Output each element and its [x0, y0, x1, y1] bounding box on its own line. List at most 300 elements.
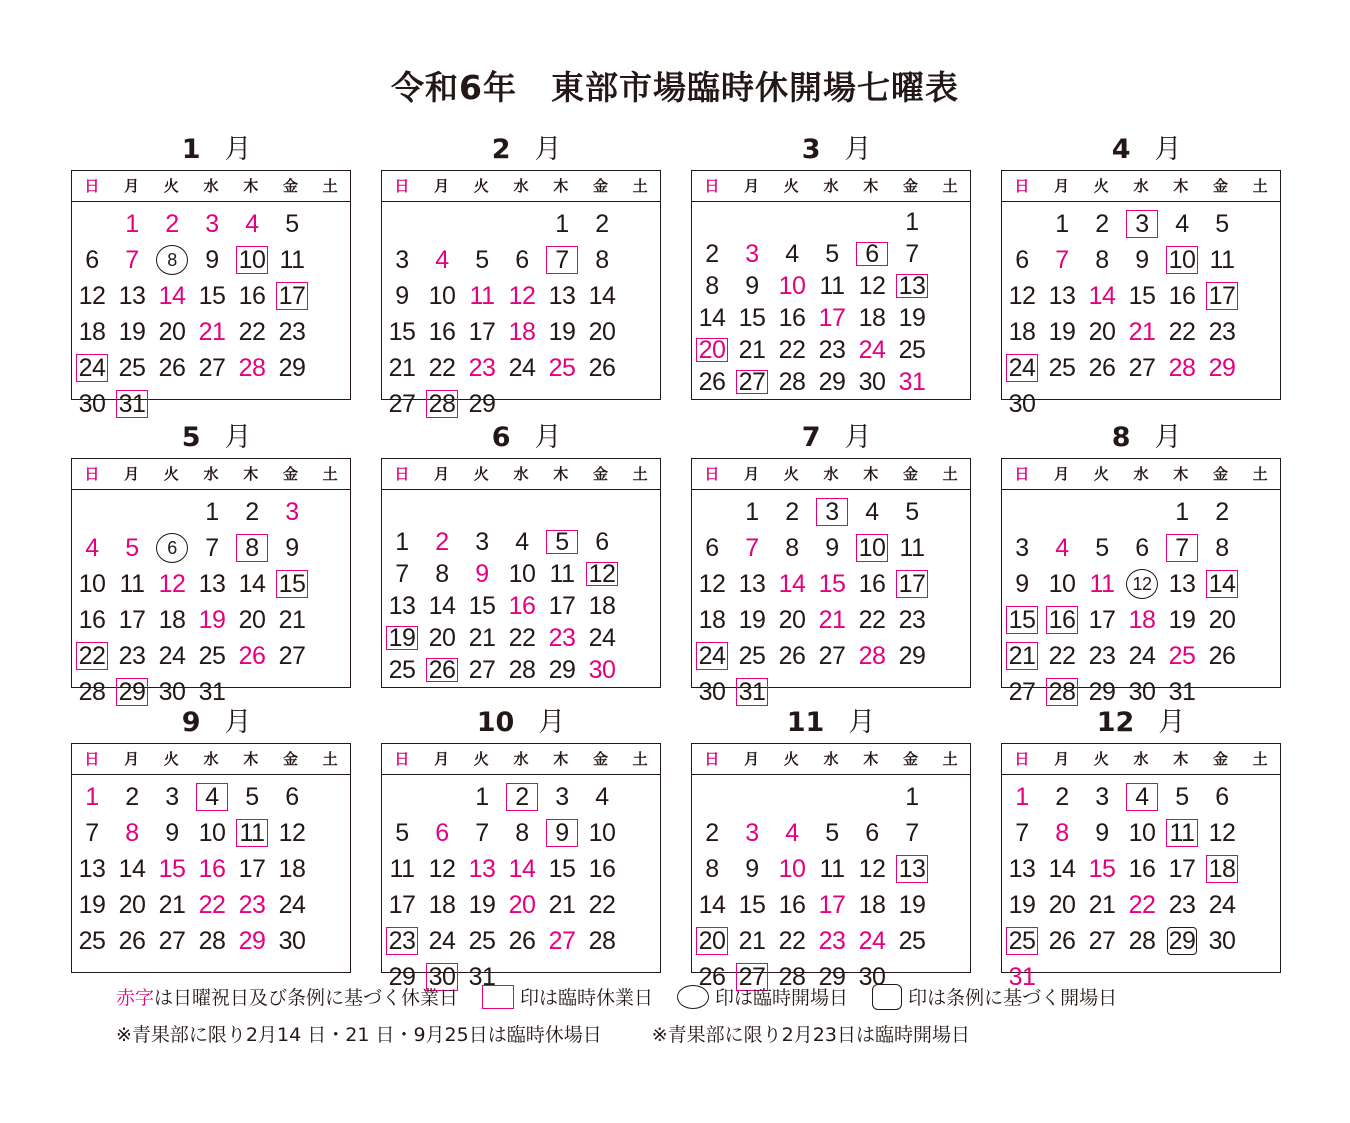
day-cell	[152, 350, 192, 386]
day-cell	[852, 366, 892, 398]
month-number: 1	[181, 134, 201, 165]
day-number: 25	[1048, 353, 1076, 382]
day-number: 8	[785, 533, 799, 562]
month-4	[1001, 130, 1281, 418]
day-number: 9	[165, 818, 179, 847]
month-heading	[691, 130, 971, 170]
day-cell	[692, 851, 732, 887]
month-heading	[71, 418, 351, 458]
day-cell	[192, 206, 232, 242]
day-number: 6	[865, 239, 879, 268]
month-number: 7	[801, 422, 821, 453]
day-number: 9	[825, 533, 839, 562]
day-cell	[892, 851, 932, 887]
day-number: 10	[508, 559, 536, 588]
day-cell	[502, 923, 542, 959]
day-cell	[892, 238, 932, 270]
day-cell	[422, 386, 462, 422]
day-cell	[462, 815, 502, 851]
weekday-label: 火	[473, 465, 489, 483]
weekday-label: 水	[203, 177, 219, 195]
day-number: 25	[898, 335, 926, 364]
month-word: 月	[844, 134, 872, 165]
day-number: 3	[285, 497, 299, 526]
day-cell	[812, 270, 852, 302]
day-cell	[232, 779, 272, 815]
day-cell	[1122, 638, 1162, 674]
day-number: 5	[245, 782, 259, 811]
day-cell	[382, 622, 422, 654]
day-cell	[772, 815, 812, 851]
day-number: 18	[428, 890, 456, 919]
day-cell	[112, 242, 152, 278]
day-number: 30	[858, 962, 886, 991]
day-number: 23	[118, 641, 146, 670]
day-number: 18	[1208, 854, 1236, 883]
day-cell	[232, 638, 272, 674]
day-cell	[72, 923, 112, 959]
day-number: 2	[165, 209, 179, 238]
day-cell	[1082, 602, 1122, 638]
day-cell	[1122, 242, 1162, 278]
day-number: 17	[548, 591, 576, 620]
day-cell	[232, 923, 272, 959]
day-cell	[272, 602, 312, 638]
day-cell	[1042, 779, 1082, 815]
day-cell	[732, 638, 772, 674]
day-number: 4	[865, 497, 879, 526]
day-number: 22	[428, 353, 456, 382]
day-cell	[1002, 887, 1042, 923]
day-number: 19	[118, 317, 146, 346]
day-number: 28	[778, 962, 806, 991]
day-number: 5	[475, 245, 489, 274]
day-cell	[192, 815, 232, 851]
day-number: 25	[548, 353, 576, 382]
day-cell	[422, 590, 462, 622]
day-cell	[542, 314, 582, 350]
day-number: 8	[435, 559, 449, 588]
day-cell	[112, 851, 152, 887]
day-number: 18	[1008, 317, 1036, 346]
day-number: 24	[1128, 641, 1156, 670]
day-number: 15	[1088, 854, 1116, 883]
day-cell	[542, 278, 582, 314]
day-cell	[462, 386, 502, 422]
day-cell	[542, 350, 582, 386]
weekday-label: 水	[1133, 750, 1149, 768]
day-number: 15	[818, 569, 846, 598]
day-cell	[272, 278, 312, 314]
day-number: 31	[898, 367, 926, 396]
day-number: 3	[205, 209, 219, 238]
day-number: 9	[1095, 818, 1109, 847]
day-cell	[502, 887, 542, 923]
day-number: 8	[595, 245, 609, 274]
day-number: 27	[548, 926, 576, 955]
day-cell	[1042, 851, 1082, 887]
empty-cell	[502, 206, 542, 242]
day-cell	[272, 851, 312, 887]
day-number: 7	[395, 559, 409, 588]
day-number: 7	[475, 818, 489, 847]
day-number: 28	[1168, 353, 1196, 382]
day-cell	[152, 815, 192, 851]
month-table	[691, 170, 971, 400]
day-cell	[462, 350, 502, 386]
day-number: 21	[468, 623, 496, 652]
day-number: 2	[705, 239, 719, 268]
day-cell	[852, 270, 892, 302]
day-cell	[732, 366, 772, 398]
weekday-label: 水	[1133, 465, 1149, 483]
day-cells	[1002, 202, 1280, 422]
weekday-header	[1002, 744, 1280, 775]
weekday-label: 金	[902, 465, 918, 483]
weekday-label: 土	[942, 750, 958, 768]
day-cell	[72, 887, 112, 923]
day-number: 9	[475, 559, 489, 588]
day-number: 6	[705, 533, 719, 562]
empty-cell	[692, 206, 732, 238]
day-number: 5	[285, 209, 299, 238]
weekday-label: 木	[1173, 177, 1189, 195]
day-cell	[422, 314, 462, 350]
weekday-label: 金	[592, 750, 608, 768]
day-number: 13	[898, 854, 926, 883]
day-cell	[1202, 242, 1242, 278]
day-number: 11	[1209, 245, 1235, 274]
day-number: 3	[1135, 209, 1149, 238]
day-number: 28	[1048, 677, 1076, 706]
weekday-header	[72, 744, 350, 775]
day-number: 22	[78, 641, 106, 670]
day-cell	[852, 334, 892, 366]
day-number: 16	[1128, 854, 1156, 883]
day-number: 16	[198, 854, 226, 883]
month-word: 月	[538, 707, 566, 738]
day-cell	[582, 314, 622, 350]
weekday-label: 日	[84, 177, 100, 195]
day-cell	[1082, 278, 1122, 314]
day-number: 11	[549, 559, 575, 588]
day-cell	[422, 923, 462, 959]
day-cell	[382, 558, 422, 590]
weekday-label: 月	[124, 465, 140, 483]
day-number: 16	[428, 317, 456, 346]
day-cell	[1082, 815, 1122, 851]
day-number: 28	[198, 926, 226, 955]
day-cell	[772, 638, 812, 674]
day-number: 24	[428, 926, 456, 955]
day-number: 21	[158, 890, 186, 919]
day-number: 28	[508, 655, 536, 684]
day-cell	[1122, 815, 1162, 851]
day-cell	[112, 530, 152, 566]
day-cell	[232, 278, 272, 314]
day-number: 13	[1048, 281, 1076, 310]
day-cells	[382, 202, 660, 422]
day-number: 16	[858, 569, 886, 598]
day-cell	[152, 638, 192, 674]
day-cell	[272, 206, 312, 242]
day-cell	[502, 851, 542, 887]
day-number: 26	[238, 641, 266, 670]
day-cell	[542, 923, 582, 959]
month-heading	[71, 703, 351, 743]
day-cell	[1082, 530, 1122, 566]
pink-square-icon	[482, 985, 514, 1009]
day-number: 30	[1128, 677, 1156, 706]
empty-cell	[772, 206, 812, 238]
day-number: 2	[785, 497, 799, 526]
day-cell	[772, 851, 812, 887]
day-number: 29	[388, 962, 416, 991]
day-number: 3	[825, 497, 839, 526]
month-word: 月	[224, 422, 252, 453]
day-cell	[232, 350, 272, 386]
month-table	[691, 743, 971, 991]
empty-cell	[732, 206, 772, 238]
weekday-label: 日	[394, 750, 410, 768]
day-number: 27	[738, 367, 766, 396]
weekday-label: 木	[863, 750, 879, 768]
day-number: 14	[1088, 281, 1116, 310]
day-cell	[772, 566, 812, 602]
day-number: 13	[118, 281, 146, 310]
weekday-label: 木	[863, 465, 879, 483]
month-5	[71, 418, 351, 706]
day-cell	[232, 530, 272, 566]
day-number: 16	[78, 605, 106, 634]
day-cell	[502, 779, 542, 815]
day-number: 21	[278, 605, 306, 634]
day-cell	[1082, 350, 1122, 386]
day-number: 16	[1168, 281, 1196, 310]
day-number: 10	[1128, 818, 1156, 847]
day-cell	[192, 566, 232, 602]
day-cell	[72, 638, 112, 674]
day-number: 6	[1135, 533, 1149, 562]
weekday-label: 土	[1252, 177, 1268, 195]
day-cell	[892, 566, 932, 602]
weekday-label: 土	[942, 465, 958, 483]
day-cell	[112, 566, 152, 602]
day-number: 1	[555, 209, 569, 238]
day-number: 8	[705, 271, 719, 300]
day-cell	[732, 270, 772, 302]
weekday-label: 土	[322, 465, 338, 483]
day-number: 18	[78, 317, 106, 346]
day-cell	[692, 530, 732, 566]
day-cell	[772, 602, 812, 638]
day-number: 17	[818, 890, 846, 919]
day-cell	[692, 815, 732, 851]
empty-cell	[72, 206, 112, 242]
day-cell	[1002, 386, 1042, 422]
day-cell	[422, 654, 462, 686]
day-cell	[812, 238, 852, 270]
day-number: 7	[125, 245, 139, 274]
day-cell	[1122, 923, 1162, 959]
day-cell	[1002, 350, 1042, 386]
day-number: 20	[508, 890, 536, 919]
month-11	[691, 703, 971, 991]
legend-rbox-desc: 印は条例に基づく開場日	[908, 987, 1118, 1009]
day-number: 11	[1169, 818, 1195, 847]
day-number: 27	[738, 962, 766, 991]
day-cell	[1042, 206, 1082, 242]
day-cell	[852, 494, 892, 530]
day-number: 24	[588, 623, 616, 652]
day-number: 21	[818, 605, 846, 634]
page-title: 令和6年 東部市場臨時休開場七曜表	[391, 68, 959, 107]
day-number: 23	[388, 926, 416, 955]
day-number: 20	[1088, 317, 1116, 346]
day-cell	[422, 278, 462, 314]
day-cell	[772, 270, 812, 302]
weekday-label: 火	[783, 465, 799, 483]
day-cell	[1162, 602, 1202, 638]
month-word: 月	[224, 707, 252, 738]
day-number: 23	[468, 353, 496, 382]
day-number: 25	[118, 353, 146, 382]
day-cell	[1082, 887, 1122, 923]
day-cell	[732, 887, 772, 923]
day-cell	[1162, 887, 1202, 923]
day-number: 12	[588, 559, 616, 588]
day-number: 3	[165, 782, 179, 811]
month-number: 8	[1111, 422, 1131, 453]
day-cell	[772, 366, 812, 398]
month-word: 月	[1154, 422, 1182, 453]
weekday-label: 月	[744, 465, 760, 483]
weekday-label: 金	[1212, 177, 1228, 195]
weekday-label: 日	[704, 177, 720, 195]
day-cell	[542, 590, 582, 622]
weekday-label: 木	[243, 177, 259, 195]
day-number: 21	[1008, 641, 1036, 670]
empty-cell	[692, 494, 732, 530]
day-cell	[582, 242, 622, 278]
day-number: 1	[85, 782, 99, 811]
weekday-label: 火	[1093, 465, 1109, 483]
day-number: 29	[548, 655, 576, 684]
day-number: 22	[778, 335, 806, 364]
day-cell	[542, 815, 582, 851]
day-number: 8	[515, 818, 529, 847]
weekday-label: 月	[744, 750, 760, 768]
day-number: 13	[78, 854, 106, 883]
month-heading	[381, 130, 661, 170]
empty-cell	[502, 494, 542, 526]
day-cell	[582, 590, 622, 622]
day-cell	[892, 366, 932, 398]
empty-cell	[382, 494, 422, 526]
day-number: 9	[745, 854, 759, 883]
day-cell	[1082, 923, 1122, 959]
month-table	[1001, 743, 1281, 991]
day-cell	[192, 278, 232, 314]
day-cell	[892, 270, 932, 302]
day-number: 10	[238, 245, 266, 274]
day-number: 22	[1168, 317, 1196, 346]
day-number: 30	[698, 677, 726, 706]
day-cell	[152, 566, 192, 602]
day-cell	[1002, 815, 1042, 851]
day-cell	[582, 779, 622, 815]
day-cell	[542, 206, 582, 242]
day-number: 30	[278, 926, 306, 955]
day-number: 3	[555, 782, 569, 811]
day-cell	[422, 622, 462, 654]
day-number: 28	[428, 389, 456, 418]
weekday-label: 木	[1173, 465, 1189, 483]
legend-red-text: 赤字	[116, 987, 155, 1009]
empty-cell	[852, 779, 892, 815]
day-number: 15	[738, 303, 766, 332]
empty-cell	[812, 206, 852, 238]
day-cell	[1162, 494, 1202, 530]
circle-icon	[677, 985, 709, 1009]
month-number: 4	[1111, 134, 1131, 165]
day-number: 25	[1008, 926, 1036, 955]
weekday-label: 月	[124, 177, 140, 195]
day-cell	[582, 654, 622, 686]
day-number: 30	[1208, 926, 1236, 955]
day-number: 20	[428, 623, 456, 652]
day-number: 16	[588, 854, 616, 883]
empty-cell	[732, 779, 772, 815]
day-cell	[582, 526, 622, 558]
day-number: 14	[1208, 569, 1236, 598]
day-cell	[382, 314, 422, 350]
day-number: 17	[1168, 854, 1196, 883]
day-number: 29	[818, 367, 846, 396]
day-number: 1	[1175, 497, 1189, 526]
day-cell	[732, 923, 772, 959]
day-number: 25	[198, 641, 226, 670]
weekday-label: 土	[632, 177, 648, 195]
day-cell	[502, 526, 542, 558]
day-number: 18	[858, 303, 886, 332]
day-cell	[542, 558, 582, 590]
weekday-label: 金	[592, 465, 608, 483]
day-cell	[812, 334, 852, 366]
day-cell	[72, 530, 112, 566]
day-number: 20	[1048, 890, 1076, 919]
day-cell	[1002, 602, 1042, 638]
day-number: 9	[745, 271, 759, 300]
day-cell	[732, 530, 772, 566]
day-cell	[112, 815, 152, 851]
day-number: 3	[1015, 533, 1029, 562]
day-number: 20	[1208, 605, 1236, 634]
day-number: 17	[818, 303, 846, 332]
day-number: 5	[555, 527, 569, 556]
day-cell	[1122, 566, 1162, 602]
day-cell	[232, 494, 272, 530]
day-cell	[232, 314, 272, 350]
day-cell	[1122, 851, 1162, 887]
day-cell	[112, 779, 152, 815]
day-cell	[272, 350, 312, 386]
day-number: 29	[278, 353, 306, 382]
weekday-label: 水	[203, 750, 219, 768]
day-cell	[1082, 566, 1122, 602]
weekday-label: 月	[1054, 177, 1070, 195]
day-number: 16	[508, 591, 536, 620]
